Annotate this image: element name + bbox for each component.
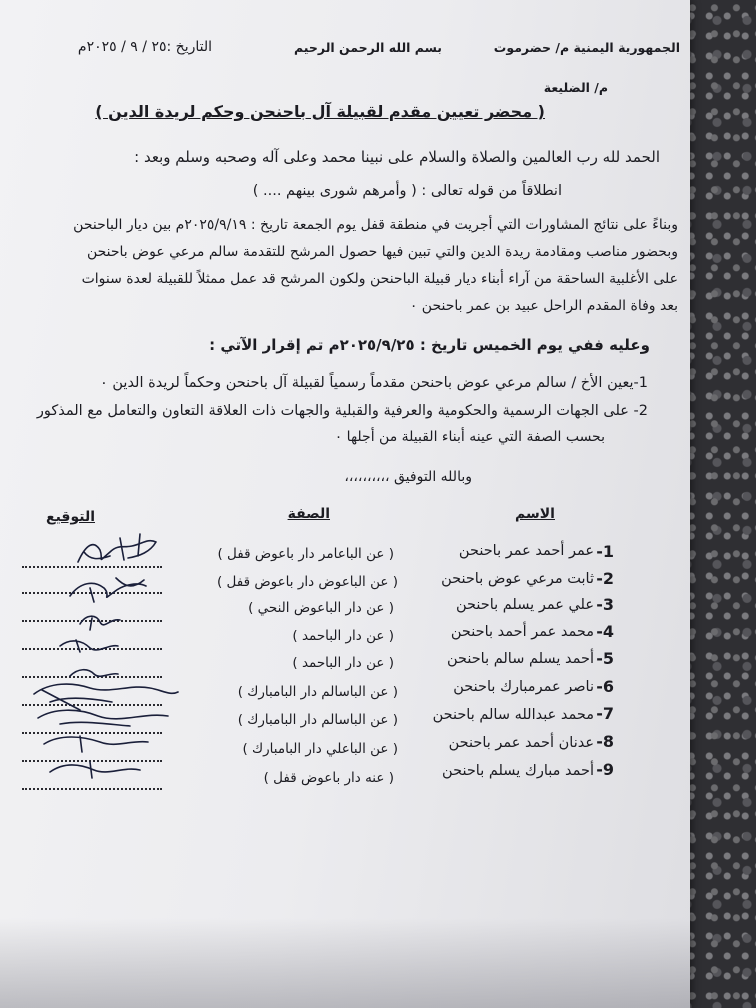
member-capacity: ( عن الباعامر دار باعوض قفل ) [217, 546, 394, 562]
decision-heading: وعليه ففي يوم الخميس تاريخ : ٢٠٢٥/٩/٢٥م تم إقرار الآتي : [209, 336, 650, 354]
member-capacity: ( عن الباسالم دار البامبارك ) [237, 712, 398, 728]
republic-header: الجمهورية اليمنية م/ حضرموت [493, 40, 680, 55]
page-shadow [0, 918, 690, 1008]
document-date: التاريخ :٢٥ / ٩ / ٢٠٢٥م [77, 39, 212, 55]
paragraph-line: وبناءً على نتائج المشاورات التي أجريت في منطقة قفل يوم الجمعة تاريخ : ٢٠٢٥/٩/١٩م بين ديار الباحنحن [73, 217, 678, 233]
member-capacity: ( عن دار الباعوض النحي ) [248, 600, 394, 616]
member-name: علي عمر يسلم باحنحن [455, 597, 594, 613]
member-capacity: ( عنه دار باعوض قفل ) [263, 770, 394, 786]
member-name: عدنان أحمد عمر باحنحن [448, 735, 594, 751]
paragraph-line: وبحضور مناصب ومقادمة ريدة الدين والتي تبين فيها حصول المرشح للتقدمة سالم مرعي عوض باحنحن [86, 244, 678, 260]
paragraph-line: بعد وفاة المقدم الراحل عبيد بن عمر باحنحن ٠ [409, 298, 678, 314]
member-name: ثابت مرعي عوض باحنحن [441, 571, 594, 587]
row-number: 2- [596, 569, 614, 588]
decision-item: 1-يعين الأخ / سالم مرعي عوض باحنحن مقدماً رسمياً لقبيلة آل باحنحن وحكماً لريدة الدين ٠ [99, 375, 648, 391]
member-name: أحمد يسلم سالم باحنحن [446, 651, 594, 667]
row-number: 6- [596, 677, 614, 696]
member-capacity: ( عن الباعوض دار باعوض قفل ) [216, 574, 398, 590]
member-name: محمد عبدالله سالم باحنحن [432, 707, 594, 723]
row-number: 7- [596, 704, 614, 723]
row-number: 5- [596, 649, 614, 668]
district-label: م/ الضليعة [543, 80, 608, 95]
member-capacity: ( عن الباسالم دار البامبارك ) [237, 684, 398, 700]
paragraph-line: على الأغلبية الساحقة من آراء أبناء ديار قبيلة الباحنحن ولكون المرشح قد عمل ممثلاً للقبيلة لعدة سنوات [81, 271, 678, 287]
column-header-signature: التوقيع [46, 509, 95, 525]
praise-line: الحمد لله رب العالمين والصلاة والسلام على نبينا محمد وعلى آله وصحبه وسلم وبعد : [134, 148, 660, 166]
column-header-capacity: الصفة [287, 506, 330, 522]
row-number: 9- [596, 760, 614, 779]
row-number: 1- [596, 542, 614, 561]
row-number: 4- [596, 622, 614, 641]
row-number: 8- [596, 732, 614, 751]
member-name: محمد عمر أحمد باحنحن [450, 624, 594, 640]
document-title: ( محضر تعيين مقدم لقبيلة آل باحنحن وحكم لريدة الدين ) [95, 102, 545, 121]
verse-line: انطلاقاً من قوله تعالى : ( وأمرهم شورى بينهم .... ) [252, 183, 562, 199]
column-header-name: الاسم [515, 506, 555, 522]
decision-item: 2- على الجهات الرسمية والحكومية والعرفية والقبلية والجهات ذات العلاقة التعاون والتعامل مع المذكور [36, 403, 648, 419]
member-capacity: ( عن الباعلي دار البامبارك ) [242, 741, 398, 757]
decision-item: بحسب الصفة التي عينه أبناء القبيلة من أجلها ٠ [334, 429, 605, 445]
member-capacity: ( عن دار الباحمد ) [292, 628, 394, 644]
closing-line: وبالله التوفيق ،،،،،،،،،، [344, 469, 472, 485]
member-capacity: ( عن دار الباحمد ) [292, 655, 394, 671]
member-name: عمر أحمد عمر باحنحن [458, 543, 594, 559]
row-number: 3- [596, 595, 614, 614]
member-name: أحمد مبارك يسلم باحنحن [442, 763, 594, 779]
handwritten-signatures [20, 526, 190, 816]
member-name: ناصر عمرمبارك باحنحن [453, 679, 594, 695]
basmala: بسم الله الرحمن الرحيم [294, 40, 442, 55]
